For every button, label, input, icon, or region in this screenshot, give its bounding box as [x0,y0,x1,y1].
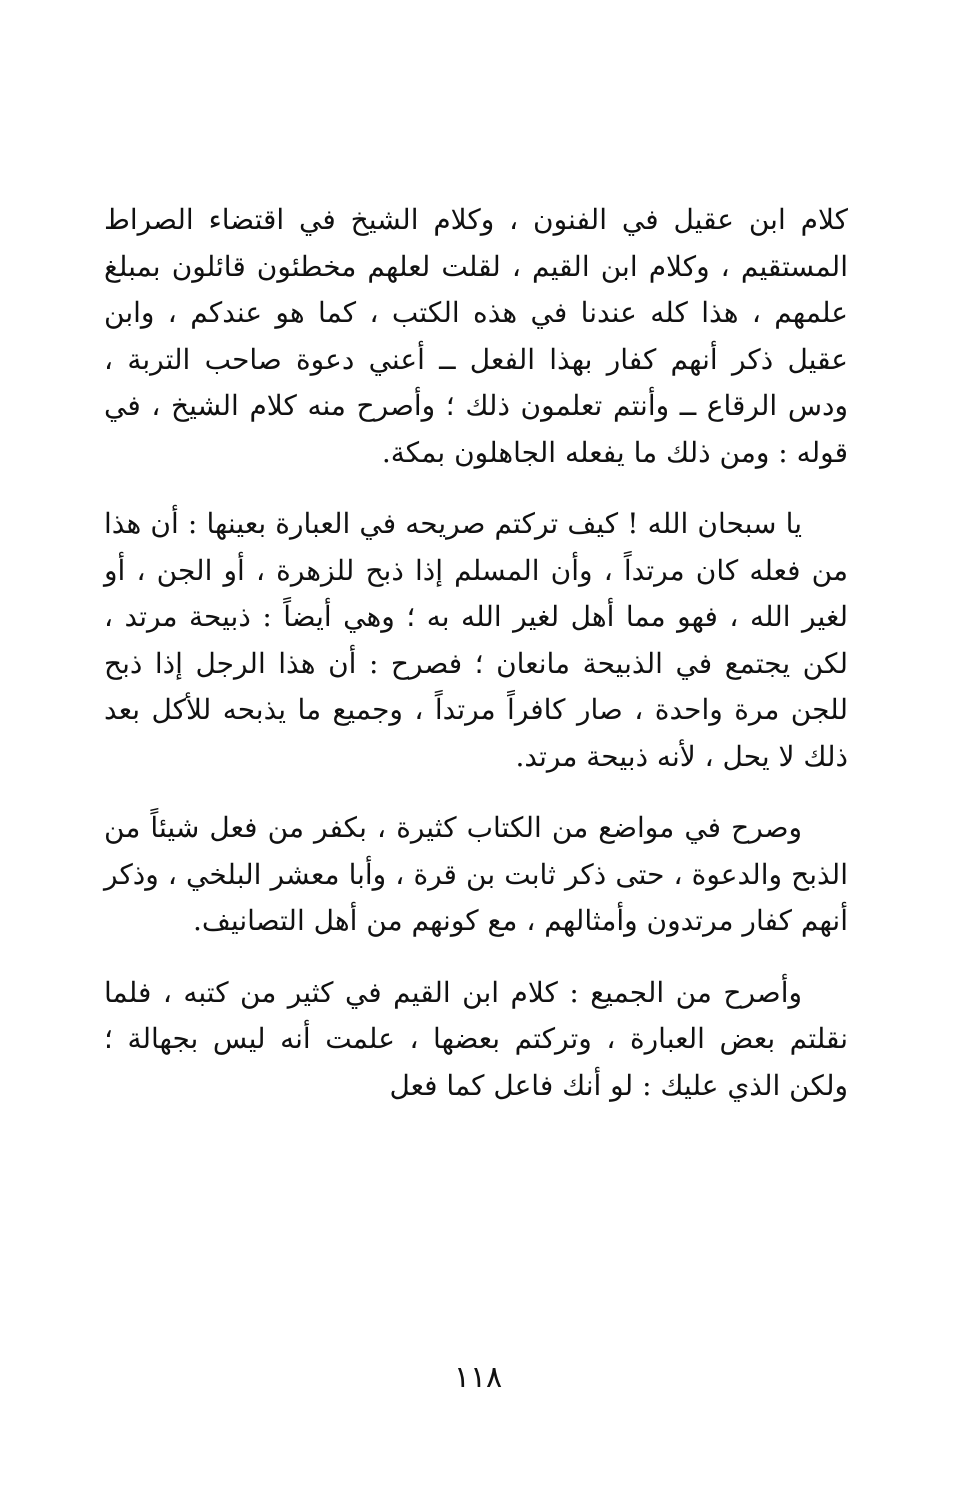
paragraph-2-text: يا سبحان الله ! كيف تركتم صريحه في العبارة بعينها : أن هذا من فعله كان مرتداً ، وأن المسلم إذا ذبح للزهرة ، أو الجن ، أو لغير الله ، فهو مما أهل لغير الله به ؛ وهي أيضاً : ذبيحة مرتد ، لكن يجتمع في الذبيحة مانعان ؛ فصرح : أن هذا الرجل إذا ذبح للجن مرة واحدة ، صار كافراً مرتداً ، وجميع ما يذبحه للأكل بعد ذلك لا يحل ، لأنه ذبيحة مرتد. [104,507,848,773]
paragraph-3-text: وصرح في مواضع من الكتاب كثيرة ، بكفر من فعل شيئاً من الذبح والدعوة ، حتى ذكر ثابت بن قرة ، وأبا معشر البلخي ، وذكر أنهم كفار مرتدون وأمثالهم ، مع كونهم من أهل التصانيف. [104,811,848,937]
paragraph-4-text: وأصرح من الجميع : كلام ابن القيم في كثير من كتبه ، فلما نقلتم بعض العبارة ، وتركتم بعضها ، علمت أنه ليس بجهالة ؛ ولكن الذي عليك : لو أنك فاعل كما فعل [104,975,848,1102]
paragraph-3 [104,805,848,945]
paragraph-4 [104,970,848,1110]
paragraph-1 [104,197,848,476]
page-number: ١١٨ [453,1360,503,1395]
paragraph-2 [104,501,848,780]
paragraph-1-text: كلام ابن عقيل في الفنون ، وكلام الشيخ في اقتضاء الصراط المستقيم ، وكلام ابن القيم ، لقلت لعلهم مخطئون قائلون بمبلغ علمهم ، هذا كله عندنا في هذه الكتب ، كما هو عندكم ، وابن عقيل ذكر أنهم كفار بهذا الفعل ــ أعني دعوة صاحب التربة ، ودس الرقاع ــ وأنتم تعلمون ذلك ؛ وأصرح منه كلام الشيخ ، في قوله : ومن ذلك ما يفعله الجاهلون بمكة. [104,203,848,469]
page-body-text [104,197,848,1109]
